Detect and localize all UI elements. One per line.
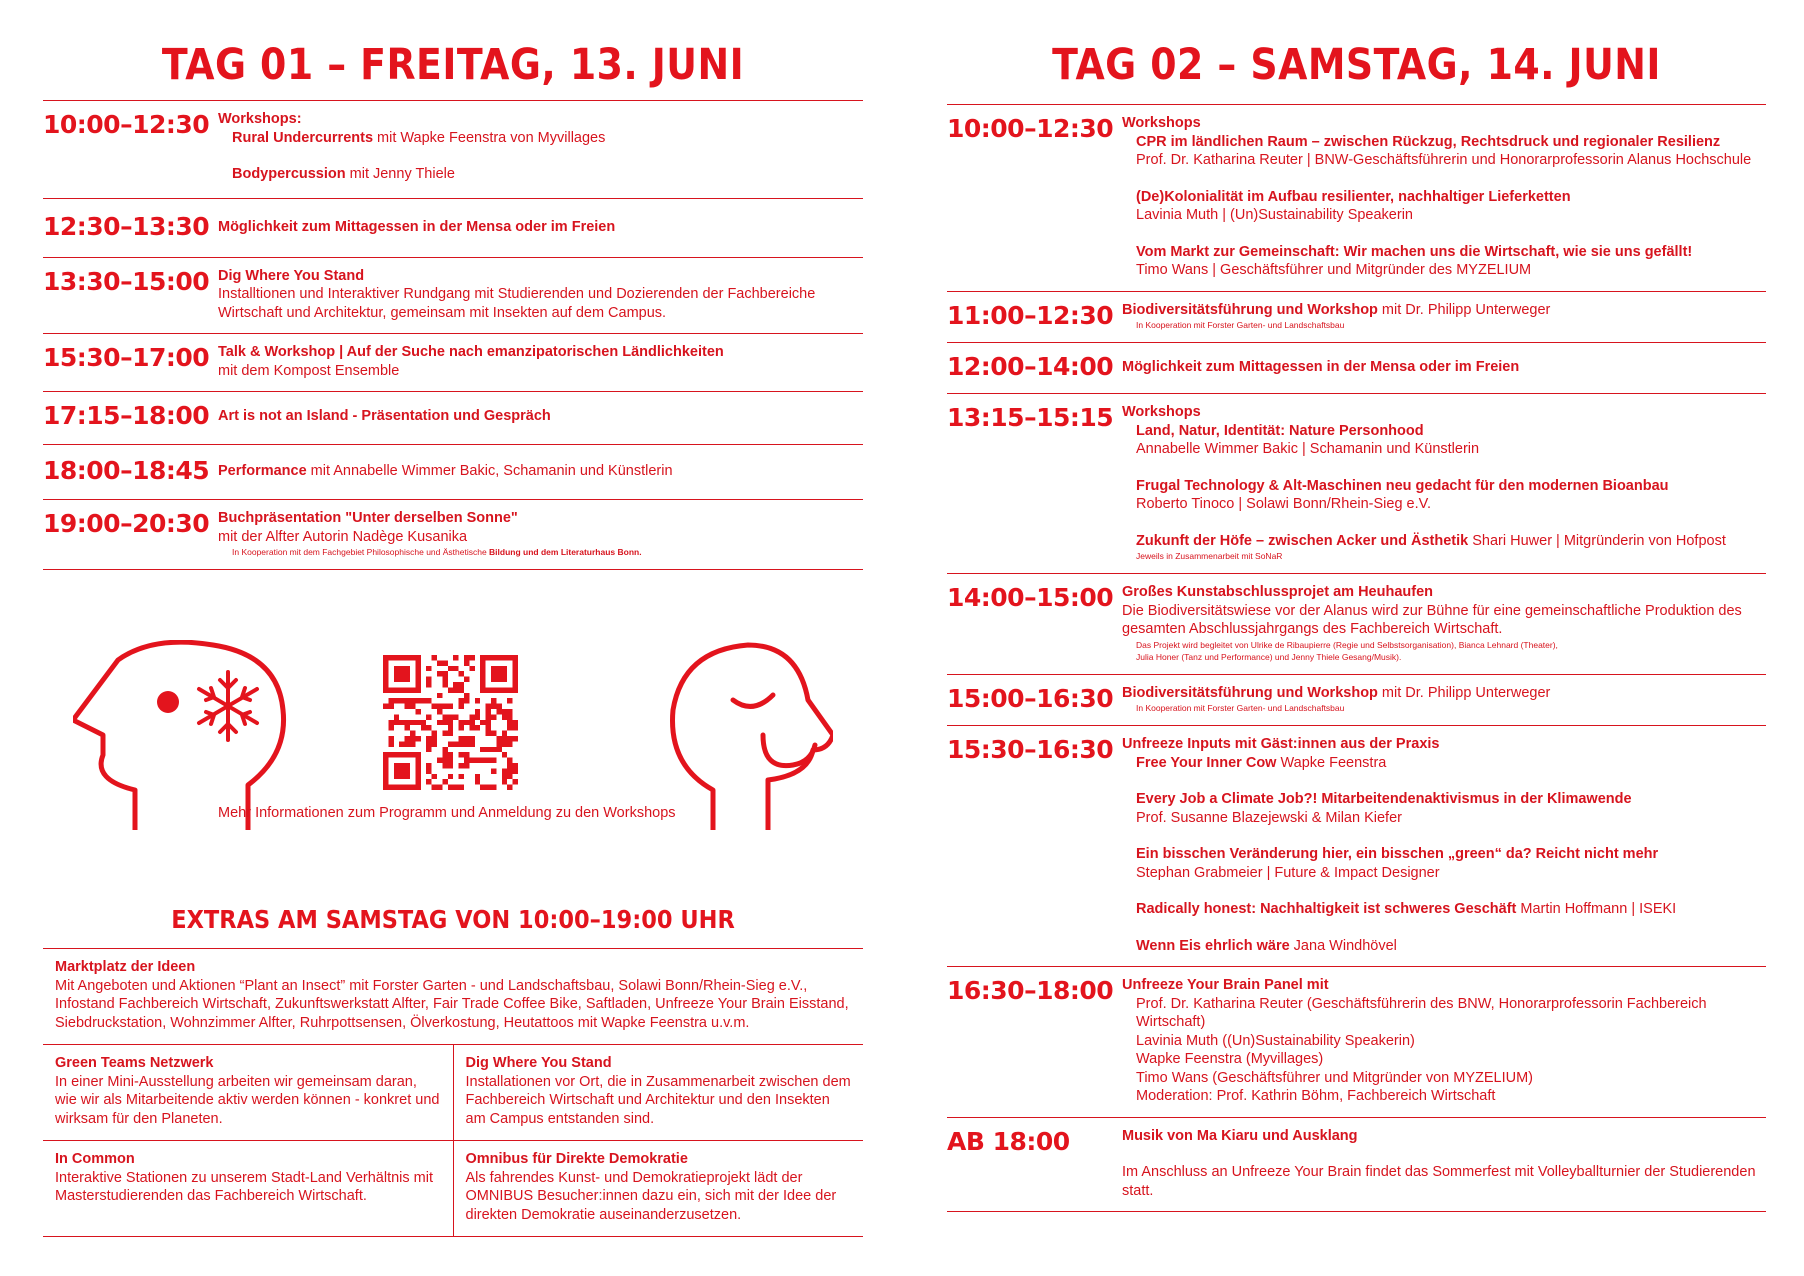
schedule-row xyxy=(947,675,1766,727)
day2-title: TAG 02 – SAMSTAG, 14. JUNI xyxy=(1052,40,1661,90)
row-time: 15:00–16:30 xyxy=(947,683,1114,713)
schedule-row xyxy=(43,199,863,258)
schedule-row xyxy=(947,292,1766,344)
talk-title: CPR im ländlichen Raum – zwischen Rückzug, Rechtsdruck und regionaler Resilienz xyxy=(1136,133,1721,150)
talk-title: Land, Natur, Identität: Nature Personhood xyxy=(1136,422,1424,439)
talk-title: Wenn Eis ehrlich wäre xyxy=(1136,937,1290,954)
extras-cell-market xyxy=(43,949,863,1044)
row-text: Installtionen und Interaktiver Rundgang mit Studierenden und Dozierenden der Fachbereiche Wirtschaft und Architektur, gemeinsam mit Insekten auf dem Campus. xyxy=(218,286,816,321)
schedule-row xyxy=(947,1118,1766,1213)
schedule-row xyxy=(43,101,863,199)
schedule-row xyxy=(43,258,863,335)
schedule-row xyxy=(947,574,1766,675)
row-time: 13:30–15:00 xyxy=(43,266,210,296)
row-note: In Kooperation mit Forster Garten- und Landschaftsbau xyxy=(1136,703,1345,713)
row-note: In Kooperation mit Forster Garten- und Landschaftsbau xyxy=(1136,320,1345,330)
panelist: Wapke Feenstra (Myvillages) xyxy=(1136,1051,1324,1067)
schedule-row xyxy=(947,343,1766,394)
cell-text: Als fahrendes Kunst- und Demokratieprojekt lädt der OMNIBUS Besucher:innen dazu ein, sich mit der Idee der direkten Demokratie auseinanderzusetzen. xyxy=(465,1169,837,1223)
talk-title: Vom Markt zur Gemeinschaft: Wir machen uns die Wirtschaft, wie sie uns gefällt! xyxy=(1136,243,1693,260)
talk-speaker: Timo Wans | Geschäftsführer und Mitgründer des MYZELIUM xyxy=(1136,262,1532,278)
talk-title: (De)Kolonialität im Aufbau resilienter, nachhaltiger Lieferketten xyxy=(1136,188,1571,205)
row-time: 15:30–17:00 xyxy=(43,343,210,372)
row-title: Art is not an Island - Präsentation und Gespräch xyxy=(218,408,551,424)
schedule-row xyxy=(947,394,1766,574)
extras-title: EXTRAS AM SAMSTAG VON 10:00–19:00 UHR xyxy=(171,905,735,934)
row-text: mit Annabelle Wimmer Bakic, Schamanin und Künstlerin xyxy=(306,463,673,479)
day1-title: TAG 01 – FREITAG, 13. JUNI xyxy=(161,40,745,90)
workshop-host: mit Jenny Thiele xyxy=(345,166,455,182)
day1-column xyxy=(43,0,863,1223)
row-text: mit dem Kompost Ensemble xyxy=(218,362,400,379)
extras-cell-common xyxy=(43,1141,453,1236)
row-note: Julia Honer (Tanz und Performance) und Jenny Thiele Gesang/Musik). xyxy=(1136,651,1402,662)
row-title: Talk & Workshop | Auf der Suche nach emanzipatorischen Ländlichkeiten xyxy=(218,344,724,360)
talk-speaker: Stephan Grabmeier | Future & Impact Designer xyxy=(1136,864,1440,881)
row-time: 12:00–14:00 xyxy=(947,352,1114,381)
schedule-row xyxy=(947,105,1766,292)
row-time: 17:15–18:00 xyxy=(43,401,210,430)
row-time: 19:00–20:30 xyxy=(43,509,210,538)
workshop-title: Rural Undercurrents xyxy=(232,129,374,146)
row-note: Das Projekt wird begleitet von Ulrike de Ribaupierre (Regie und Selbstsorganisation), Bianca Lehnard (Theater), xyxy=(1136,639,1558,650)
extras-row xyxy=(43,949,863,1045)
qr-code-icon[interactable] xyxy=(383,655,518,790)
cell-title: Dig Where You Stand xyxy=(465,1055,612,1071)
talk-title: Free Your Inner Cow xyxy=(1136,754,1277,771)
panelist: Lavinia Muth ((Un)Sustainability Speakerin) xyxy=(1136,1032,1415,1049)
talk-title: Ein bisschen Veränderung hier, ein bisschen „green“ da? Reicht nicht mehr xyxy=(1136,846,1659,862)
day2-schedule xyxy=(947,104,1766,1212)
cell-text: Installationen vor Ort, die in Zusammenarbeit zwischen dem Fachbereich Wirtschaft und Architektur und den Insekten am Campus entstanden sind. xyxy=(465,1073,851,1127)
extras-row xyxy=(43,1141,863,1237)
row-time: 13:15–15:15 xyxy=(947,403,1114,432)
row-note: Jeweils in Zusammenarbeit mit SoNaR xyxy=(1136,551,1283,561)
extras-cell-dig xyxy=(453,1045,864,1140)
talk-speaker: Prof. Susanne Blazejewski & Milan Kiefer xyxy=(1136,809,1402,826)
row-text: mit Dr. Philipp Unterweger xyxy=(1377,301,1551,318)
schedule-row xyxy=(947,726,1766,967)
cell-text: Interaktive Stationen zu unserem Stadt-Land Verhältnis mit Masterstudierenden das Fachbereich Wirtschaft. xyxy=(55,1169,434,1204)
row-title: Workshops xyxy=(1122,404,1201,420)
talk-speaker: Shari Huwer | Mitgründerin von Hofpost xyxy=(1468,532,1726,549)
row-time: 10:00–12:30 xyxy=(43,110,210,139)
row-title: Performance xyxy=(218,463,307,479)
schedule-row xyxy=(43,500,863,570)
row-title: Dig Where You Stand xyxy=(218,267,365,284)
cell-title: Marktplatz der Ideen xyxy=(55,959,196,975)
row-title: Möglichkeit zum Mittagessen in der Mensa oder im Freien xyxy=(1122,359,1520,375)
cell-title: In Common xyxy=(55,1151,135,1167)
talk-title: Frugal Technology & Alt-Maschinen neu gedacht für den modernen Bioanbau xyxy=(1136,477,1669,494)
row-time: 11:00–12:30 xyxy=(947,300,1114,330)
cell-title: Green Teams Netzwerk xyxy=(55,1055,214,1071)
row-time: 15:30–16:30 xyxy=(947,735,1114,764)
cell-text: In einer Mini-Ausstellung arbeiten wir gemeinsam daran, wie wir als Mitarbeitende aktiv werden können - konkret und wirksam für den Planeten. xyxy=(55,1073,440,1127)
workshop-host: mit Wapke Feenstra von Myvillages xyxy=(373,129,606,146)
panelist: Prof. Dr. Katharina Reuter (Geschäftsführerin des BNW, Honorarprofessorin Fachbereich Wirtschaft) xyxy=(1136,995,1707,1030)
smiling-head-icon xyxy=(633,640,833,840)
row-title: Biodiversitätsführung und Workshop xyxy=(1122,301,1378,318)
more-info-text: Mehr Informationen zum Programm und Anmeldung zu den Workshops xyxy=(218,805,676,821)
talk-speaker: Lavinia Muth | (Un)Sustainability Speakerin xyxy=(1136,207,1413,223)
row-time: 14:00–15:00 xyxy=(947,583,1114,612)
talk-title: Radically honest: Nachhaltigkeit ist schweres Geschäft xyxy=(1136,901,1517,917)
schedule-row xyxy=(43,392,863,445)
row-text: mit Dr. Philipp Unterweger xyxy=(1377,684,1551,701)
panelist: Timo Wans (Geschäftsführer und Mitgründer von MYZELIUM) xyxy=(1136,1069,1533,1086)
talk-speaker: Wapke Feenstra xyxy=(1276,754,1387,771)
day2-column xyxy=(947,0,1766,1212)
row-time: AB 18:00 xyxy=(947,1126,1070,1156)
extras-table xyxy=(43,948,863,1237)
row-time: 12:30–13:30 xyxy=(43,211,210,241)
day1-schedule xyxy=(43,100,863,570)
cell-title: Omnibus für Direkte Demokratie xyxy=(465,1151,688,1167)
extras-row xyxy=(43,1045,863,1141)
talk-title: Every Job a Climate Job?! Mitarbeitendenaktivismus in der Klimawende xyxy=(1136,791,1632,807)
schedule-row xyxy=(43,445,863,500)
row-title: Unfreeze Inputs mit Gäst:innen aus der Praxis xyxy=(1122,736,1440,752)
row-time: 10:00–12:30 xyxy=(947,114,1114,143)
row-title: Möglichkeit zum Mittagessen in der Mensa oder im Freien xyxy=(218,218,616,235)
row-text: Die Biodiversitätswiese vor der Alanus wird zur Bühne für eine gemeinschaftliche Produktion des gesamten Abschlussjahrgangs des Fachbereich Wirtschaft. xyxy=(1122,602,1742,637)
row-title: Buchpräsentation "Unter derselben Sonne" xyxy=(218,510,518,526)
row-title: Workshops xyxy=(1122,115,1201,131)
illustration-area xyxy=(43,640,863,840)
talk-speaker: Annabelle Wimmer Bakic | Schamanin und Künstlerin xyxy=(1136,441,1480,457)
talk-speaker: Martin Hoffmann | ISEKI xyxy=(1516,901,1677,917)
talk-speaker: Roberto Tinoco | Solawi Bonn/Rhein-Sieg e.V. xyxy=(1136,496,1432,512)
moderator: Moderation: Prof. Kathrin Böhm, Fachbereich Wirtschaft xyxy=(1136,1088,1496,1104)
row-title: Musik von Ma Kiaru und Ausklang xyxy=(1122,1127,1358,1144)
row-title: Großes Kunstabschlussprojet am Heuhaufen xyxy=(1122,584,1434,600)
row-text: Im Anschluss an Unfreeze Your Brain findet das Sommerfest mit Volleyballturnier der Studierenden statt. xyxy=(1122,1164,1756,1199)
talk-speaker: Jana Windhövel xyxy=(1289,937,1397,954)
schedule-row xyxy=(947,967,1766,1118)
talk-title: Zukunft der Höfe – zwischen Acker und Ästhetik xyxy=(1136,532,1469,549)
row-title: Workshops: xyxy=(218,111,302,127)
row-time: 18:00–18:45 xyxy=(43,456,210,485)
row-title: Biodiversitätsführung und Workshop xyxy=(1122,684,1378,701)
row-text: mit der Alfter Autorin Nadège Kusanika xyxy=(218,528,468,545)
row-time: 16:30–18:00 xyxy=(947,976,1114,1005)
schedule-row xyxy=(43,334,863,392)
extras-cell-green xyxy=(43,1045,453,1140)
cell-text: Mit Angeboten und Aktionen “Plant an Insect” mit Forster Garten - und Landschaftsbau, Solawi Bonn/Rhein-Sieg e.V., Infostand Fachbereich Wirtschaft, Zukunftswerkstatt Alfter, Fair Trade Coffee Bike, Saftladen, Unfreeze Your Brain Eisstand, Siebdruckstation, Wohnzimmer Alfter, Ruhrpottsensen, Ölverkostung, Heutattoos mit Wapke Feenstra u.v.m. xyxy=(55,977,849,1031)
talk-speaker: Prof. Dr. Katharina Reuter | BNW-Geschäftsführerin und Honorarprofessorin Alanus Hochschule xyxy=(1136,152,1752,168)
row-note: In Kooperation mit dem Fachgebiet Philosophische und Ästhetische Bildung und dem Literaturhaus Bonn. xyxy=(232,547,642,557)
workshop-title: Bodypercussion xyxy=(232,166,346,182)
row-title: Unfreeze Your Brain Panel mit xyxy=(1122,977,1329,993)
extras-cell-omnibus xyxy=(453,1141,864,1236)
